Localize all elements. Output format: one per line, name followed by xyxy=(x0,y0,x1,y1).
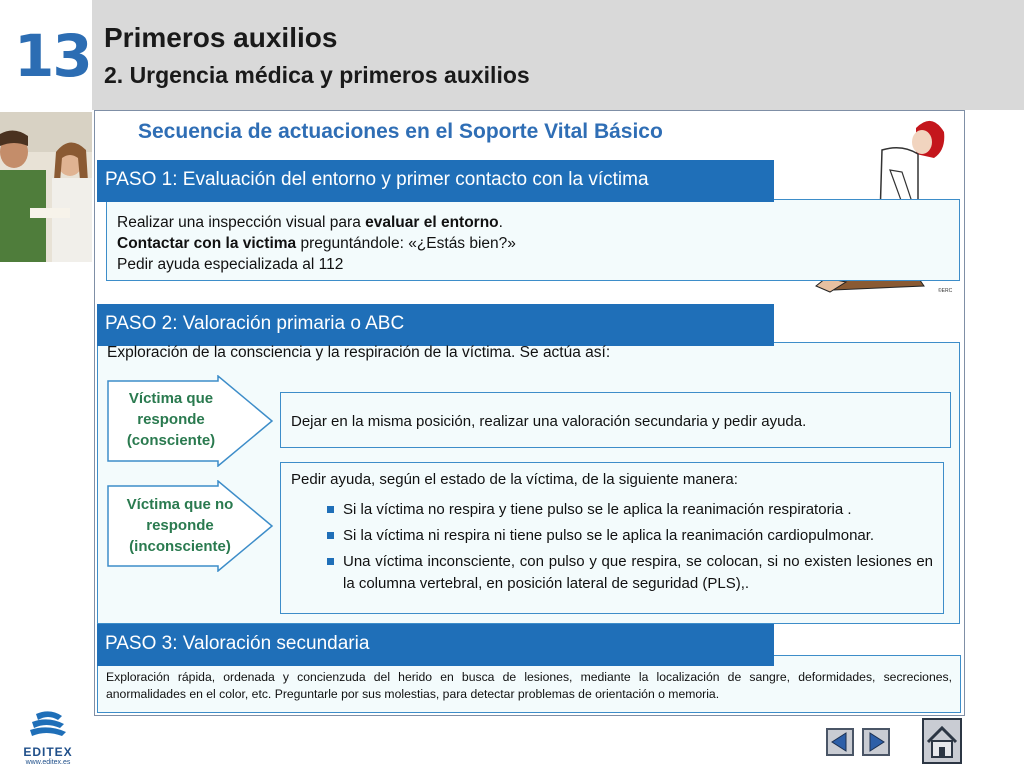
illustration-credit: ©ERC xyxy=(938,288,953,294)
editex-logo xyxy=(16,710,80,766)
no-responds-label-line3: (inconsciente) xyxy=(129,538,231,555)
page-title: Primeros auxilios xyxy=(104,22,338,53)
no-responds-intro: Pedir ayuda, según el estado de la víctima, de la siguiente manera: xyxy=(291,471,738,488)
no-responds-list xyxy=(291,499,933,595)
editex-logo-mark-icon xyxy=(16,710,80,740)
square-bullet-icon xyxy=(327,558,334,565)
step1-line1 xyxy=(117,212,949,233)
step2-bar: PASO 2: Valoración primaria o ABC xyxy=(97,304,774,346)
step1-line1-post: . xyxy=(498,214,503,231)
home-button[interactable] xyxy=(922,718,962,764)
students-photo xyxy=(0,112,92,262)
step1-line3: Pedir ayuda especializada al 112 xyxy=(117,256,344,273)
step1-line2 xyxy=(117,233,949,254)
no-responds-action-box xyxy=(280,462,944,614)
responds-label xyxy=(110,388,232,451)
list-item-text: Si la víctima no respira y tiene pulso se le aplica la reanimación respiratoria . xyxy=(343,501,852,518)
step1-bar: PASO 1: Evaluación del entorno y primer contacto con la víctima xyxy=(97,160,774,202)
list-item xyxy=(291,499,933,521)
step1-line2-bold: Contactar con la victima xyxy=(117,235,297,252)
step1-content-box xyxy=(106,199,960,281)
triangle-left-icon xyxy=(828,730,852,754)
list-item xyxy=(291,551,933,595)
editex-logo-url: www.editex.es xyxy=(25,759,71,766)
step1-line2-post: preguntándole: «¿Estás bien?» xyxy=(296,235,516,252)
list-item xyxy=(291,525,933,547)
responds-label-line3: (consciente) xyxy=(126,432,216,449)
previous-slide-button[interactable] xyxy=(826,728,854,756)
list-item-text: Una víctima inconsciente, con pulso y que respira, se colocan, si no existen lesiones en la columna vertebral, en posición lateral de seguridad (PLS),. xyxy=(343,553,933,592)
square-bullet-icon xyxy=(327,506,334,513)
step2-intro: Exploración de la consciencia y la respiración de la víctima. Se actúa así: xyxy=(107,344,611,361)
home-icon xyxy=(924,720,960,762)
no-responds-label-line2: responde xyxy=(146,517,214,534)
step3-text: Exploración rápida, ordenada y concienzuda del herido en busca de lesiones, mediante la localización de sangre, deformidades, secreciones, anormalidades en el color, etc. Preguntarle por sus molestias, para detectar problemas de orientación o memoria. xyxy=(106,670,952,701)
no-responds-label-line1: Víctima que no xyxy=(126,496,234,513)
next-slide-button[interactable] xyxy=(862,728,890,756)
step3-bar: PASO 3: Valoración secundaria xyxy=(97,624,774,666)
section-title: Secuencia de actuaciones en el Soporte Vital Básico xyxy=(138,120,663,143)
header-band xyxy=(92,0,1024,110)
list-item-text: Si la víctima ni respira ni tiene pulso se le aplica la reanimación cardiopulmonar. xyxy=(343,527,875,544)
responds-action-text: Dejar en la misma posición, realizar una valoración secundaria y pedir ayuda. xyxy=(291,413,807,430)
chapter-number: 13 xyxy=(14,22,91,90)
editex-logo-name: EDITEX xyxy=(23,745,73,759)
step1-line1-pre: Realizar una inspección visual para xyxy=(117,214,366,231)
chapter-number-block xyxy=(0,0,92,110)
triangle-right-icon xyxy=(864,730,888,754)
step1-line1-bold: evaluar el entorno xyxy=(365,214,499,231)
page-subtitle: 2. Urgencia médica y primeros auxilios xyxy=(104,62,530,88)
responds-label-line1: Víctima que xyxy=(128,390,214,407)
responds-action-box xyxy=(280,392,951,448)
no-responds-label xyxy=(110,494,250,557)
square-bullet-icon xyxy=(327,532,334,539)
responds-label-line2: responde xyxy=(137,411,205,428)
